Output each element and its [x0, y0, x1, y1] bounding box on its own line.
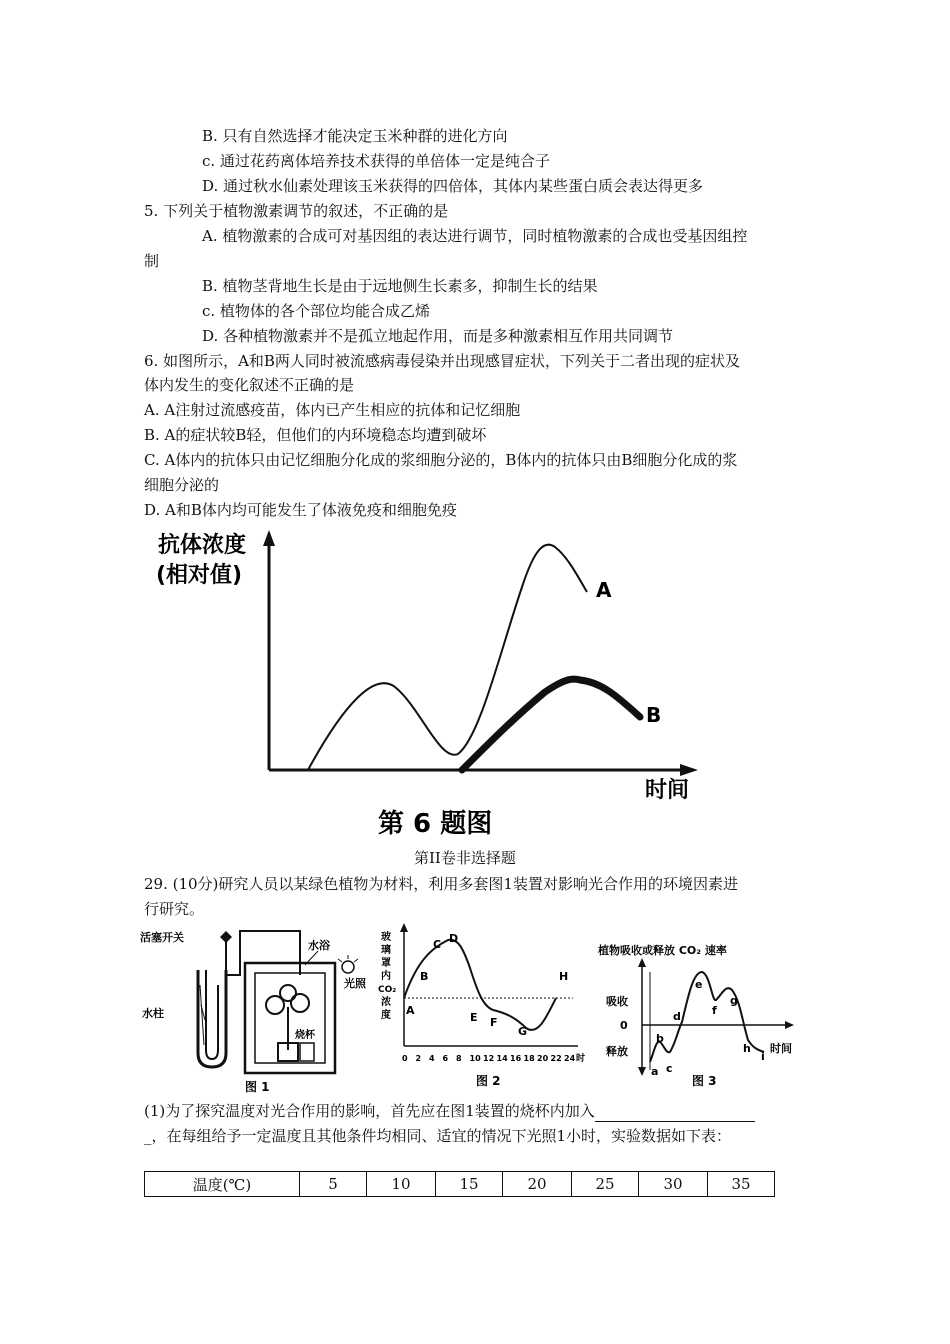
x-axis-label: 时间: [645, 778, 690, 803]
y-axis-arrow: [263, 530, 275, 546]
point-label: E: [470, 1011, 478, 1024]
y-label-char: 内: [381, 971, 391, 982]
figure-3-co2-rate-graph: [598, 942, 808, 1095]
point-label: b: [656, 1032, 664, 1045]
x-tick-label: 14: [496, 1054, 508, 1063]
point-label: f: [712, 1004, 717, 1017]
figure-1-apparatus: [140, 925, 375, 1095]
co2-curve: [404, 940, 556, 1030]
q5-option-b: B. 植物茎背地生长是由于远地侧生长素多，抑制生长的结果: [202, 277, 598, 295]
figure-6-caption: 第 6 题图: [378, 809, 493, 839]
q29-stem-line2: 行研究。: [144, 900, 205, 918]
x-tick-label: 20: [537, 1054, 549, 1063]
q4-option-c: c. 通过花药离体培养技术获得的单倍体一定是纯合子: [202, 152, 550, 170]
section-title: 第II卷非选择题: [414, 849, 516, 867]
light-icon: [342, 961, 354, 973]
point-label: d: [673, 1010, 681, 1023]
table-cell: 10: [367, 1172, 436, 1197]
q5-option-c: c. 植物体的各个部位均能合成乙烯: [202, 302, 430, 320]
y-axis-label-1: 抗体浓度: [158, 533, 247, 558]
q4-option-d: D. 通过秋水仙素处理该玉米获得的四倍体，其体内某些蛋白质会表达得更多: [202, 177, 704, 195]
y-label-char: 璃: [381, 945, 391, 956]
figure-3-caption: 图 3: [692, 1074, 717, 1088]
x-tick-label: 0: [402, 1054, 408, 1063]
q29-sub1-line2: _，在每组给予一定温度且其他条件均相同、适宜的情况下光照1小时，实验数据如下表：: [144, 1127, 732, 1145]
q6-option-c-line1: C. A体内的抗体只由记忆细胞分化成的浆细胞分泌的，B体内的抗体只由B细胞分化成的浆: [144, 451, 738, 469]
table-cell: 15: [436, 1172, 503, 1197]
curve-a: [308, 545, 587, 770]
table-cell: 20: [503, 1172, 572, 1197]
x-tick-label: 16: [510, 1054, 522, 1063]
x-tick-label: 8: [456, 1054, 462, 1063]
x-tick-label: 22: [550, 1054, 562, 1063]
q6-stem-line1: 6. 如图所示，A和B两人同时被流感病毒侵染并出现感冒症状，下列关于二者出现的症状及: [144, 352, 740, 370]
figure-1-caption: 图 1: [245, 1080, 270, 1094]
x-axis-arrow: [680, 764, 698, 776]
valve-icon: [220, 931, 232, 943]
table-row: [145, 1172, 775, 1197]
figure-2-co2-graph: [378, 918, 588, 1095]
table-cell: 25: [572, 1172, 639, 1197]
leaf-icon: [291, 994, 309, 1012]
q29-sub1-line1: [144, 1100, 755, 1122]
beaker-icon: [300, 1043, 314, 1061]
x-unit-label: 时: [576, 1054, 586, 1064]
table-cell: 5: [300, 1172, 367, 1197]
x-tick-label: 18: [523, 1054, 535, 1063]
table-cell: 30: [639, 1172, 708, 1197]
curve-b-label: B: [646, 703, 662, 727]
x-tick-label: 2: [415, 1054, 422, 1063]
point-label: D: [449, 932, 459, 945]
point-label: g: [730, 994, 738, 1007]
figure-3-title: 植物吸收或释放 CO₂ 速率: [598, 944, 727, 957]
point-label: i: [761, 1050, 765, 1063]
figure-2-caption: 图 2: [476, 1074, 501, 1088]
water-bath-label: 水浴: [308, 939, 330, 952]
q6-stem-line2: 体内发生的变化叙述不正确的是: [144, 376, 355, 394]
light-label: 光照: [344, 977, 366, 990]
point-label: H: [559, 970, 569, 983]
water-column-label: 水柱: [142, 1007, 164, 1020]
zero-label: 0: [620, 1019, 628, 1032]
y-label-char: CO₂: [378, 985, 397, 995]
q5-stem: 5. 下列关于植物激素调节的叙述，不正确的是: [144, 202, 449, 220]
point-label: B: [420, 970, 429, 983]
y-axis-label-2: (相对值): [156, 563, 243, 588]
y-label-char: 罩: [381, 958, 391, 969]
q6-option-c-line2: 细胞分泌的: [144, 476, 220, 494]
temperature-table: [144, 1171, 775, 1197]
x-tick-label: 12: [483, 1054, 495, 1063]
leaf-icon: [280, 985, 296, 1001]
point-label: e: [695, 978, 703, 991]
figure-6-antibody-graph: [150, 522, 710, 842]
absorb-label: 吸收: [606, 995, 628, 1008]
table-cell: 35: [708, 1172, 775, 1197]
y-label-char: 度: [381, 1010, 391, 1021]
beaker-label: 烧杯: [295, 1030, 315, 1041]
q4-option-b: B. 只有自然选择才能决定玉米种群的进化方向: [202, 127, 508, 145]
q29-stem-line1: 29. (10分)研究人员以某绿色植物为材料，利用多套图1装置对影响光合作用的环境因素进: [144, 875, 738, 893]
x-axis-label: 时间: [770, 1042, 792, 1055]
point-label: F: [490, 1016, 498, 1029]
x-tick-label: 4: [429, 1054, 435, 1063]
q6-option-a: A. A注射过流感疫苗，体内已产生相应的抗体和记忆细胞: [144, 401, 521, 419]
point-label: G: [518, 1025, 528, 1038]
valve-label: 活塞开关: [140, 931, 184, 944]
point-label: C: [433, 938, 442, 951]
q6-option-b: B. A的症状较B轻，但他们的内环境稳态均遭到破坏: [144, 426, 487, 444]
release-label: 释放: [606, 1045, 628, 1058]
table-header-cell: 温度(℃): [145, 1172, 300, 1197]
point-label: h: [743, 1042, 751, 1055]
curve-a-label: A: [596, 578, 612, 602]
answer-blank[interactable]: [595, 1105, 755, 1122]
point-label: A: [406, 1004, 415, 1017]
point-label: a: [651, 1065, 659, 1078]
x-tick-label: 24: [564, 1054, 576, 1063]
q5-option-d: D. 各种植物激素并不是孤立地起作用，而是多种激素相互作用共同调节: [202, 327, 674, 345]
q5-option-a-line1: A. 植物激素的合成可对基因组的表达进行调节，同时植物激素的合成也受基因组控: [202, 227, 748, 245]
y-label-char: 玻: [381, 932, 391, 943]
q6-option-d: D. A和B体内均可能发生了体液免疫和细胞免疫: [144, 501, 457, 519]
x-tick-label: 10: [469, 1054, 481, 1063]
y-label-char: 浓: [381, 997, 391, 1008]
x-tick-label: 6: [442, 1054, 449, 1063]
q5-option-a-line2: 制: [144, 252, 160, 270]
point-label: c: [666, 1062, 673, 1075]
q29-sub1-text: (1)为了探究温度对光合作用的影响，首先应在图1装置的烧杯内加入: [144, 1102, 595, 1120]
